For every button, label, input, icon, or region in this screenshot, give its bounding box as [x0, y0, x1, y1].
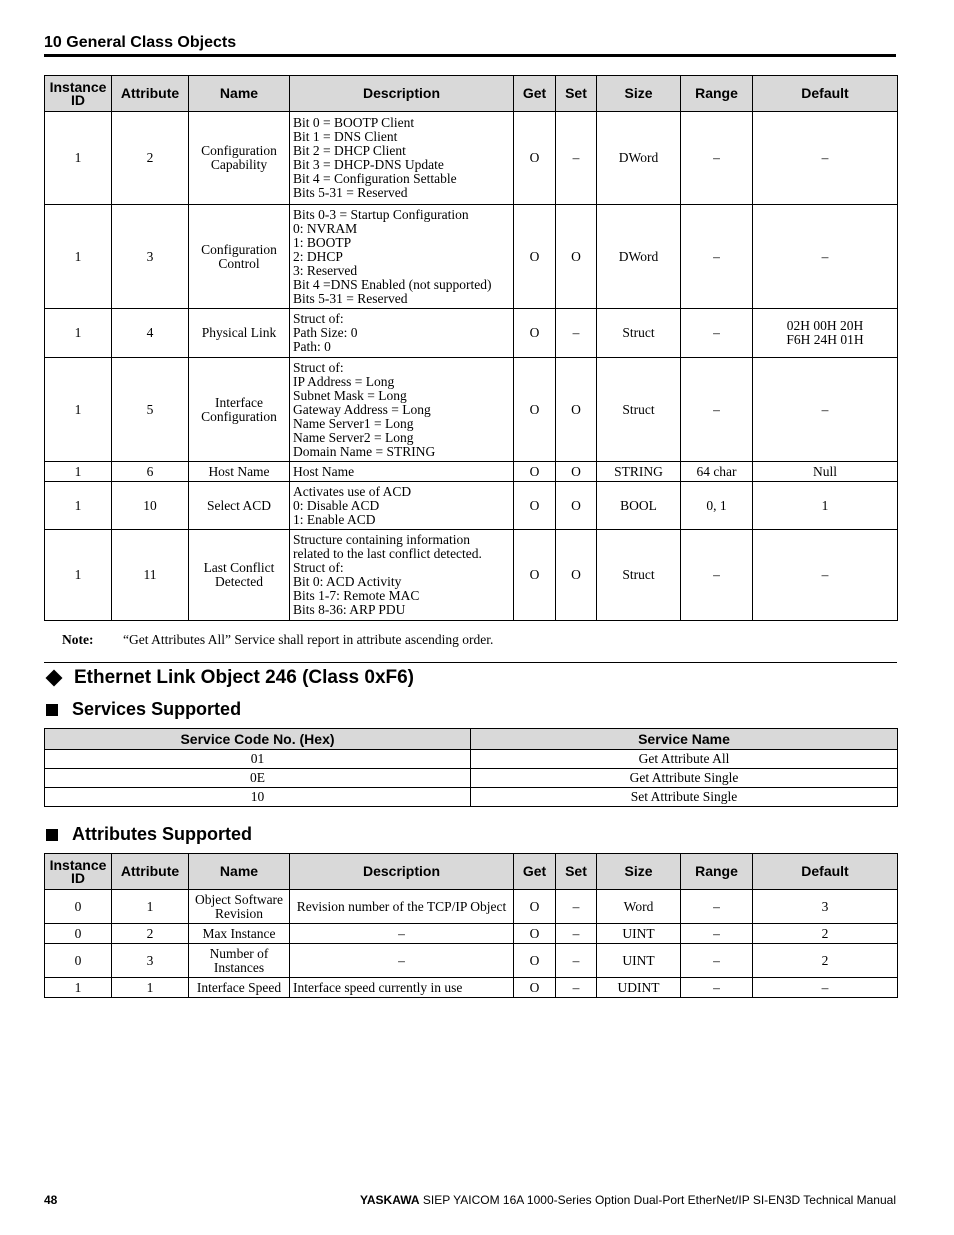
cell-default: Null: [753, 462, 898, 482]
cell-instance: 1: [45, 462, 112, 482]
cell-get: O: [514, 530, 556, 621]
table-row: [45, 112, 898, 205]
manual-name: SIEP YAICOM 16A 1000-Series Option Dual-Port EtherNet/IP SI-EN3D Technical Manual: [422, 1193, 896, 1207]
cell-service-code: 10: [45, 788, 471, 807]
cell-name: Host Name: [189, 462, 290, 482]
header-default: Default: [753, 854, 898, 890]
page-number: 48: [44, 1193, 58, 1207]
cell-size: UINT: [597, 924, 681, 944]
cell-attribute: 4: [112, 309, 189, 358]
cell-range: –: [681, 944, 753, 978]
cell-service-name: Get Attribute All: [471, 750, 898, 769]
square-bullet-icon: [46, 829, 58, 841]
cell-instance: 1: [45, 309, 112, 358]
cell-description: –: [290, 924, 514, 944]
cell-set: O: [556, 530, 597, 621]
cell-instance: 0: [45, 924, 112, 944]
cell-attribute: 2: [112, 924, 189, 944]
services-heading: [44, 699, 241, 720]
cell-range: –: [681, 890, 753, 924]
cell-get: O: [514, 924, 556, 944]
cell-instance: 1: [45, 530, 112, 621]
cell-set: O: [556, 482, 597, 530]
header-get: Get: [514, 76, 556, 112]
cell-range: –: [681, 205, 753, 309]
cell-range: –: [681, 112, 753, 205]
cell-default: 1: [753, 482, 898, 530]
cell-size: UINT: [597, 944, 681, 978]
cell-range: –: [681, 924, 753, 944]
manual-title: [360, 1193, 896, 1207]
attributes-heading: [44, 824, 252, 845]
cell-set: –: [556, 944, 597, 978]
table-row: [45, 924, 898, 944]
table-row: [45, 482, 898, 530]
attributes-table-tcpip: [44, 75, 898, 621]
table-row: [45, 890, 898, 924]
header-service-name: Service Name: [471, 729, 898, 750]
cell-description: Activates use of ACD 0: Disable ACD 1: Enable ACD: [290, 482, 514, 530]
services-title: Services Supported: [72, 699, 242, 719]
header-instance-id: Instance ID: [45, 76, 112, 112]
header-description: Description: [290, 854, 514, 890]
cell-attribute: 11: [112, 530, 189, 621]
cell-size: DWord: [597, 205, 681, 309]
cell-set: –: [556, 309, 597, 358]
cell-attribute: 3: [112, 944, 189, 978]
cell-attribute: 1: [112, 978, 189, 998]
header-attribute: Attribute: [112, 76, 189, 112]
cell-size: STRING: [597, 462, 681, 482]
cell-set: –: [556, 978, 597, 998]
cell-description: Struct of: IP Address = Long Subnet Mask = Long Gateway Address = Long Name Server1 = Long Name Server2 = Long Domain Name = STRING: [290, 358, 514, 462]
table-row: [45, 205, 898, 309]
table-row: [45, 750, 898, 769]
cell-description: Bit 0 = BOOTP Client Bit 1 = DNS Client Bit 2 = DHCP Client Bit 3 = DHCP-DNS Update Bit 4 = Configuration Settable Bits 5-31 = Reserved: [290, 112, 514, 205]
cell-attribute: 3: [112, 205, 189, 309]
cell-service-name: Get Attribute Single: [471, 769, 898, 788]
cell-set: O: [556, 358, 597, 462]
cell-instance: 0: [45, 890, 112, 924]
cell-service-code: 0E: [45, 769, 471, 788]
cell-get: O: [514, 205, 556, 309]
cell-size: Struct: [597, 358, 681, 462]
cell-service-name: Set Attribute Single: [471, 788, 898, 807]
cell-get: O: [514, 309, 556, 358]
cell-description: Host Name: [290, 462, 514, 482]
header-attribute: Attribute: [112, 854, 189, 890]
table-row: [45, 462, 898, 482]
cell-get: O: [514, 358, 556, 462]
cell-range: 64 char: [681, 462, 753, 482]
cell-default: 3: [753, 890, 898, 924]
header-name: Name: [189, 76, 290, 112]
table-header-row: [45, 854, 898, 890]
note-label: Note:: [62, 632, 94, 647]
square-bullet-icon: [46, 704, 58, 716]
table-header-row: [45, 729, 898, 750]
cell-default: –: [753, 358, 898, 462]
cell-range: –: [681, 530, 753, 621]
cell-instance: 1: [45, 358, 112, 462]
cell-set: –: [556, 112, 597, 205]
cell-set: O: [556, 205, 597, 309]
cell-default: 2: [753, 924, 898, 944]
cell-attribute: 10: [112, 482, 189, 530]
cell-description: Revision number of the TCP/IP Object: [290, 890, 514, 924]
header-service-code: Service Code No. (Hex): [45, 729, 471, 750]
cell-instance: 1: [45, 482, 112, 530]
cell-attribute: 2: [112, 112, 189, 205]
brand-name: YASKAWA: [359, 1193, 420, 1207]
table-row: [45, 358, 898, 462]
table-row: [45, 944, 898, 978]
cell-size: Struct: [597, 530, 681, 621]
table-note: [62, 632, 493, 648]
cell-description: Interface speed currently in use: [290, 978, 514, 998]
cell-description: Struct of: Path Size: 0 Path: 0: [290, 309, 514, 358]
header-size: Size: [597, 76, 681, 112]
cell-name: Object Software Revision: [189, 890, 290, 924]
services-table: [44, 728, 898, 807]
cell-range: –: [681, 358, 753, 462]
header-instance-id: Instance ID: [45, 854, 112, 890]
note-text: “Get Attributes All” Service shall report in attribute ascending order.: [123, 632, 494, 647]
header-default: Default: [753, 76, 898, 112]
cell-description: Structure containing information related to the last conflict detected. Struct of: Bit 0: ACD Activity Bits 1-7: Remote MAC Bits 8-36: ARP PDU: [290, 530, 514, 621]
cell-attribute: 5: [112, 358, 189, 462]
table-row: [45, 788, 898, 807]
page-header: 10 General Class Objects: [44, 34, 896, 57]
header-size: Size: [597, 854, 681, 890]
cell-size: Struct: [597, 309, 681, 358]
cell-name: Number of Instances: [189, 944, 290, 978]
cell-instance: 1: [45, 112, 112, 205]
cell-name: Interface Speed: [189, 978, 290, 998]
attributes-title: Attributes Supported: [72, 824, 252, 844]
cell-range: –: [681, 978, 753, 998]
cell-size: DWord: [597, 112, 681, 205]
cell-name: Interface Configuration: [189, 358, 290, 462]
cell-set: O: [556, 462, 597, 482]
cell-instance: 1: [45, 978, 112, 998]
section-heading: [44, 667, 414, 689]
cell-size: UDINT: [597, 978, 681, 998]
table-row: [45, 309, 898, 358]
cell-default: –: [753, 205, 898, 309]
header-description: Description: [290, 76, 514, 112]
cell-default: –: [753, 978, 898, 998]
header-set: Set: [556, 854, 597, 890]
cell-get: O: [514, 462, 556, 482]
cell-name: Configuration Capability: [189, 112, 290, 205]
cell-name: Select ACD: [189, 482, 290, 530]
header-range: Range: [681, 76, 753, 112]
cell-instance: 1: [45, 205, 112, 309]
header-get: Get: [514, 854, 556, 890]
cell-attribute: 1: [112, 890, 189, 924]
cell-description: –: [290, 944, 514, 978]
cell-service-code: 01: [45, 750, 471, 769]
table-row: [45, 530, 898, 621]
cell-set: –: [556, 924, 597, 944]
section-divider: [44, 662, 897, 663]
attributes-table-ethernet-link: [44, 853, 898, 998]
cell-name: Last Conflict Detected: [189, 530, 290, 621]
cell-attribute: 6: [112, 462, 189, 482]
cell-name: Configuration Control: [189, 205, 290, 309]
cell-default: –: [753, 112, 898, 205]
cell-range: –: [681, 309, 753, 358]
cell-description: Bits 0-3 = Startup Configuration 0: NVRAM 1: BOOTP 2: DHCP 3: Reserved Bit 4 =DNS Enabled (not supported) Bits 5-31 = Reserved: [290, 205, 514, 309]
cell-get: O: [514, 112, 556, 205]
cell-get: O: [514, 890, 556, 924]
cell-set: –: [556, 890, 597, 924]
cell-default: 2: [753, 944, 898, 978]
table-row: [45, 769, 898, 788]
header-range: Range: [681, 854, 753, 890]
cell-get: O: [514, 944, 556, 978]
cell-name: Max Instance: [189, 924, 290, 944]
cell-get: O: [514, 978, 556, 998]
cell-size: BOOL: [597, 482, 681, 530]
cell-name: Physical Link: [189, 309, 290, 358]
table-header-row: [45, 76, 898, 112]
header-set: Set: [556, 76, 597, 112]
cell-default: 02H 00H 20H F6H 24H 01H: [753, 309, 898, 358]
cell-default: –: [753, 530, 898, 621]
diamond-bullet-icon: [46, 670, 63, 687]
cell-size: Word: [597, 890, 681, 924]
header-name: Name: [189, 854, 290, 890]
cell-instance: 0: [45, 944, 112, 978]
cell-get: O: [514, 482, 556, 530]
cell-range: 0, 1: [681, 482, 753, 530]
section-title: Ethernet Link Object 246 (Class 0xF6): [74, 667, 415, 688]
table-row: [45, 978, 898, 998]
